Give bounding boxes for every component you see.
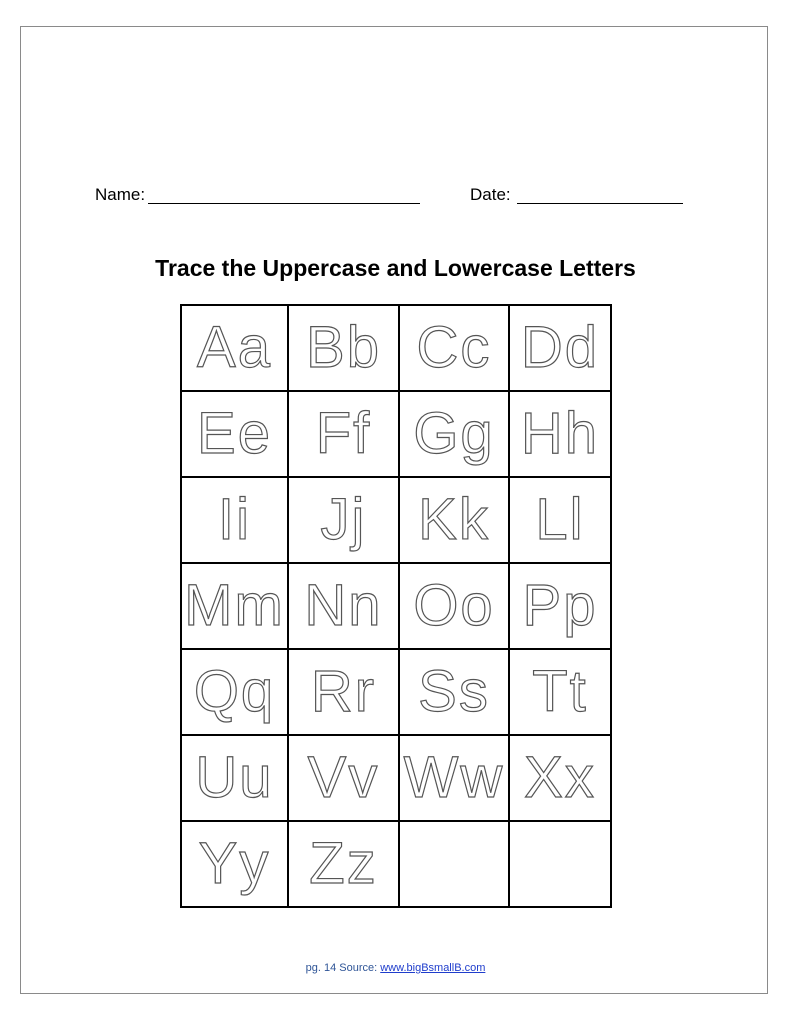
letter-cell — [181, 305, 288, 391]
tracing-letter-pair: Ee — [197, 401, 272, 466]
letter-cell — [288, 391, 399, 477]
tracing-letter-pair: Kk — [418, 487, 490, 552]
letter-cell — [181, 563, 288, 649]
tracing-letter-pair: Rr — [310, 659, 377, 724]
source-link[interactable]: www.bigBsmallB.com — [380, 962, 486, 974]
tracing-letter-pair: Ww — [403, 745, 505, 810]
tracing-letter-pair: Qq — [193, 659, 276, 724]
letter-cell — [509, 391, 611, 477]
page-footer — [0, 962, 791, 974]
tracing-letter-pair: Tt — [532, 659, 588, 724]
letter-cell — [181, 649, 288, 735]
tracing-letter-pair: Ii — [218, 487, 251, 552]
grid-row — [181, 391, 611, 477]
tracing-letter-pair: Hh — [520, 401, 600, 466]
letter-cell — [399, 477, 509, 563]
tracing-letter-pair: Ll — [535, 487, 585, 552]
letter-cell — [509, 305, 611, 391]
tracing-letter-pair: Bb — [306, 315, 381, 380]
letter-cell — [181, 735, 288, 821]
letter-cell — [399, 563, 509, 649]
letter-cell — [288, 305, 399, 391]
date-blank-line — [517, 203, 683, 204]
letter-cell — [399, 735, 509, 821]
name-blank-line — [148, 203, 420, 204]
letter-cell — [509, 563, 611, 649]
tracing-letter-pair: Pp — [522, 573, 598, 638]
letter-cell — [288, 649, 399, 735]
grid-row — [181, 305, 611, 391]
grid-row — [181, 563, 611, 649]
footer-source-text: pg. 14 Source: — [305, 962, 381, 974]
grid-row — [181, 735, 611, 821]
grid-row — [181, 477, 611, 563]
letter-cell — [288, 477, 399, 563]
letter-cell — [288, 735, 399, 821]
tracing-letter-pair: Ss — [418, 659, 490, 724]
tracing-letter-pair: Mm — [184, 573, 285, 638]
letter-tracing-grid — [180, 304, 612, 908]
tracing-letter-pair: Oo — [413, 573, 495, 638]
tracing-letter-pair: Jj — [320, 487, 367, 552]
tracing-letter-pair: Zz — [309, 831, 378, 896]
letter-cell — [288, 563, 399, 649]
tracing-letter-pair: Cc — [416, 315, 492, 380]
letter-cell — [288, 821, 399, 907]
letter-cell — [509, 735, 611, 821]
grid-row — [181, 649, 611, 735]
tracing-letter-pair: Ff — [315, 401, 372, 466]
tracing-letter-pair: Uu — [195, 745, 274, 810]
tracing-letter-pair: Dd — [520, 315, 600, 380]
tracing-letter-pair: Yy — [198, 831, 271, 896]
letter-cell — [509, 649, 611, 735]
tracing-letter-pair: Gg — [413, 401, 495, 466]
grid-row — [181, 821, 611, 907]
tracing-letter-pair: Vv — [307, 745, 380, 810]
tracing-letter-pair: Xx — [524, 745, 596, 810]
name-label: Name: — [95, 185, 146, 204]
letter-cell — [181, 391, 288, 477]
letter-cell — [181, 477, 288, 563]
letter-cell — [399, 305, 509, 391]
letter-cell — [509, 477, 611, 563]
tracing-letter-pair: Nn — [304, 573, 383, 638]
tracing-letter-pair: Aa — [197, 315, 272, 380]
letter-cell — [181, 821, 288, 907]
worksheet-title: Trace the Uppercase and Lowercase Letters — [155, 255, 636, 281]
letter-cell — [399, 649, 509, 735]
empty-cell — [399, 821, 509, 907]
date-label: Date: — [470, 185, 511, 204]
empty-cell — [509, 821, 611, 907]
letter-cell — [399, 391, 509, 477]
